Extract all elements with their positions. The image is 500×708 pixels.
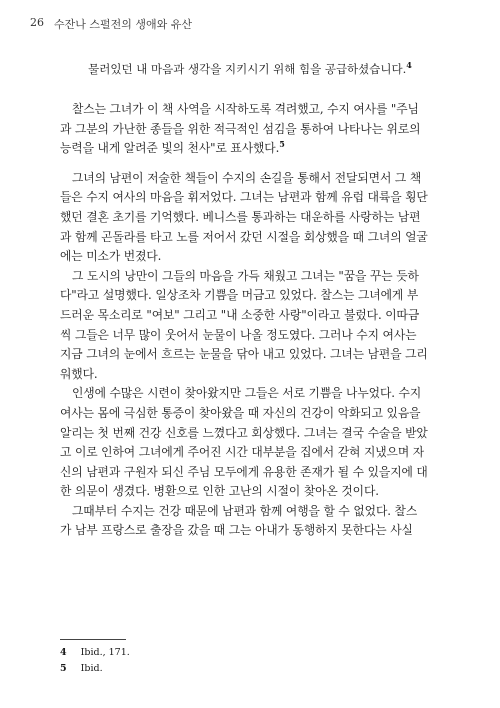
footnote-rule: [60, 639, 126, 640]
footnote: [60, 661, 130, 677]
paragraph: [60, 100, 460, 159]
text-line: 찰스는 그녀가 이 책 사역을 시작하도록 격려했고, 수지 여사를 "주님: [72, 102, 419, 116]
text-line: 다"라고 설명했다. 일상조차 기쁨을 머금고 있었다. 찰스는 그녀에게 부: [60, 288, 419, 303]
text-line: 씩 그들은 너무 많이 웃어서 눈물이 나올 정도였다. 그러나 수지 여사는: [60, 327, 417, 342]
text-line: 능력을 내게 알려준 빛의 천사"로 표사했다.$^5$: [60, 139, 285, 156]
text-line: 워했다.: [60, 366, 98, 381]
footnote: [60, 645, 130, 661]
footnotes: [60, 645, 130, 677]
text-line: 과 함께 곤돌라를 타고 노를 저어서 갔던 시절을 회상했을 때 그녀의 얼굴: [60, 229, 428, 244]
text-line: 가 남부 프랑스로 출장을 갔을 때 그는 아내가 동행하지 못한다는 사실: [60, 523, 413, 538]
text-line: 과 그분의 가난한 종들을 위한 적극적인 섬김을 통하여 나타나는 위로의: [60, 121, 421, 136]
page-number: 26: [30, 16, 44, 29]
quote-text: 물러있던 내 마음과 생각을 지키시기 위해 힘을 공급하셨습니다.: [88, 62, 407, 76]
text-line: 고 이로 인하여 그녀에게 주어진 시간 대부분을 집에서 갇혀 지냈으며 자: [60, 445, 425, 460]
footnote-number: 5: [60, 663, 67, 674]
running-title: 수잔나 스펄전의 생애와 유산: [54, 18, 193, 31]
text-line: 여사는 몸에 극심한 통증이 찾아왔을 때 자신의 건강이 악화되고 있음을: [60, 405, 421, 420]
paragraph: [60, 384, 460, 502]
running-header: [30, 16, 192, 32]
paragraph: [60, 502, 460, 541]
paragraph: [60, 169, 460, 267]
text-line: 드러운 목소리로 "여보" 그리고 "내 소중한 사랑"이라고 불렀다. 이따금: [60, 307, 420, 322]
text-line: 그때부터 수지는 건강 때문에 남편과 함께 여행을 할 수 없었다. 찰스: [72, 503, 418, 518]
text-line: 했던 결혼 초기를 기억했다. 베니스를 통과하는 대운하를 사랑하는 남편: [60, 209, 421, 224]
text-line: 한 의문이 생겼다. 병환으로 인한 고난의 시절이 찾아온 것이다.: [60, 484, 379, 499]
footnote-text: Ibid.: [80, 663, 103, 674]
footnote-text: Ibid., 171.: [80, 647, 130, 658]
text-line: 인생에 수많은 시련이 찾아왔지만 그들은 서로 기쁨을 나누었다. 수지: [72, 386, 422, 401]
text-line: 알리는 첫 번째 건강 신호를 느꼈다고 회상했다. 그녀는 결국 수술을 받았: [60, 425, 428, 440]
text-line: 그녀의 남편이 저술한 책들이 수지의 손길을 통해서 전달되면서 그 책: [72, 170, 422, 185]
text-line: 에는 미소가 번졌다.: [60, 249, 162, 264]
text-line: 신의 남편과 구원자 되신 주님 모두에게 유용한 존재가 될 수 있을지에 대: [60, 464, 428, 479]
paragraph: [60, 267, 460, 385]
footnote-ref-4: 4: [406, 60, 412, 71]
body-text: [60, 100, 460, 541]
text-line: 들은 수지 여사의 마음을 휘저었다. 그녀는 남편과 함께 유럽 대륙을 횡단: [60, 190, 428, 205]
text-line: 그 도시의 낭만이 그들의 마음을 가득 채웠고 그녀는 "꿈을 꾸는 듯하: [72, 268, 419, 283]
block-quote: [60, 60, 440, 79]
text-line: 지금 그녀의 눈에서 흐르는 눈물을 닦아 내고 있었다. 그녀는 남편을 그리: [60, 347, 428, 362]
footnote-ref-5: 5: [279, 139, 285, 150]
footnote-number: 4: [60, 647, 67, 658]
